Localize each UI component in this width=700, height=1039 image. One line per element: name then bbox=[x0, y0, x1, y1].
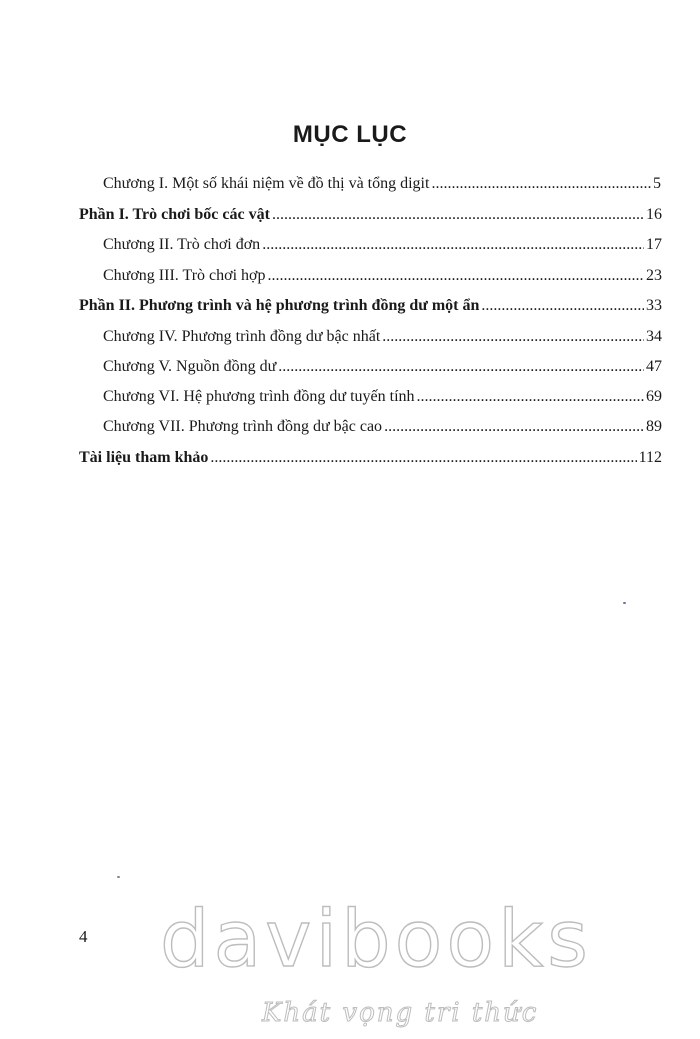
toc-entry-references[interactable] bbox=[0, 446, 700, 468]
toc-entry-label: Chương I. Một số khái niệm về đồ thị và tổng digit bbox=[103, 175, 430, 192]
toc-entry-page: 89 bbox=[646, 418, 662, 435]
scan-speck bbox=[117, 876, 120, 878]
toc-entry-label: Chương VII. Phương trình đồng dư bậc cao bbox=[103, 418, 383, 435]
toc-entry-label: Chương VI. Hệ phương trình đồng dư tuyến tính bbox=[103, 388, 415, 405]
page-number: 4 bbox=[79, 927, 88, 946]
dot-leader bbox=[210, 448, 636, 468]
toc-entry-label: Chương IV. Phương trình đồng dư bậc nhất bbox=[103, 328, 381, 345]
toc-entry-page: 47 bbox=[646, 358, 662, 375]
dot-leader bbox=[431, 174, 651, 194]
dot-leader bbox=[268, 266, 644, 286]
dot-leader bbox=[278, 357, 644, 377]
toc-entry-page: 112 bbox=[638, 449, 662, 466]
toc-entry-page: 34 bbox=[646, 328, 662, 345]
toc-entry-chapter-3[interactable] bbox=[0, 264, 700, 286]
toc-entry-part-2[interactable] bbox=[0, 294, 700, 316]
toc-entry-page: 5 bbox=[653, 175, 661, 192]
toc-entry-label: Phần I. Trò chơi bốc các vật bbox=[79, 206, 270, 223]
toc-entry-chapter-1[interactable] bbox=[0, 172, 700, 194]
watermark-brand: davibooks bbox=[160, 895, 592, 985]
toc-entry-label: Chương III. Trò chơi hợp bbox=[103, 267, 266, 284]
dot-leader bbox=[262, 235, 644, 255]
dot-leader bbox=[272, 205, 644, 225]
toc-entry-chapter-6[interactable] bbox=[0, 385, 700, 407]
dot-leader bbox=[384, 417, 644, 437]
dot-leader bbox=[481, 296, 644, 316]
toc-entry-chapter-2[interactable] bbox=[0, 233, 700, 255]
toc-entry-page: 69 bbox=[646, 388, 662, 405]
scan-speck bbox=[623, 602, 626, 604]
toc-entry-label: Chương II. Trò chơi đơn bbox=[103, 236, 261, 253]
dot-leader bbox=[382, 327, 644, 347]
toc-entry-chapter-5[interactable] bbox=[0, 355, 700, 377]
page-title: MỤC LỤC bbox=[292, 121, 408, 148]
toc-entry-page: 17 bbox=[646, 236, 662, 253]
toc-entry-part-1[interactable] bbox=[0, 203, 700, 225]
toc-entry-label: Phần II. Phương trình và hệ phương trình đồng dư một ẩn bbox=[79, 297, 480, 314]
toc-entry-page: 33 bbox=[646, 297, 662, 314]
toc-entry-page: 16 bbox=[646, 206, 662, 223]
toc-entry-chapter-4[interactable] bbox=[0, 325, 700, 347]
dot-leader bbox=[417, 387, 644, 407]
watermark-tagline: Khát vọng tri thức bbox=[262, 998, 539, 1028]
toc-entry-label: Tài liệu tham khảo bbox=[79, 449, 209, 466]
toc-entry-page: 23 bbox=[646, 267, 662, 284]
toc-entry-chapter-7[interactable] bbox=[0, 415, 700, 437]
toc-entry-label: Chương V. Nguồn đồng dư bbox=[103, 358, 277, 375]
